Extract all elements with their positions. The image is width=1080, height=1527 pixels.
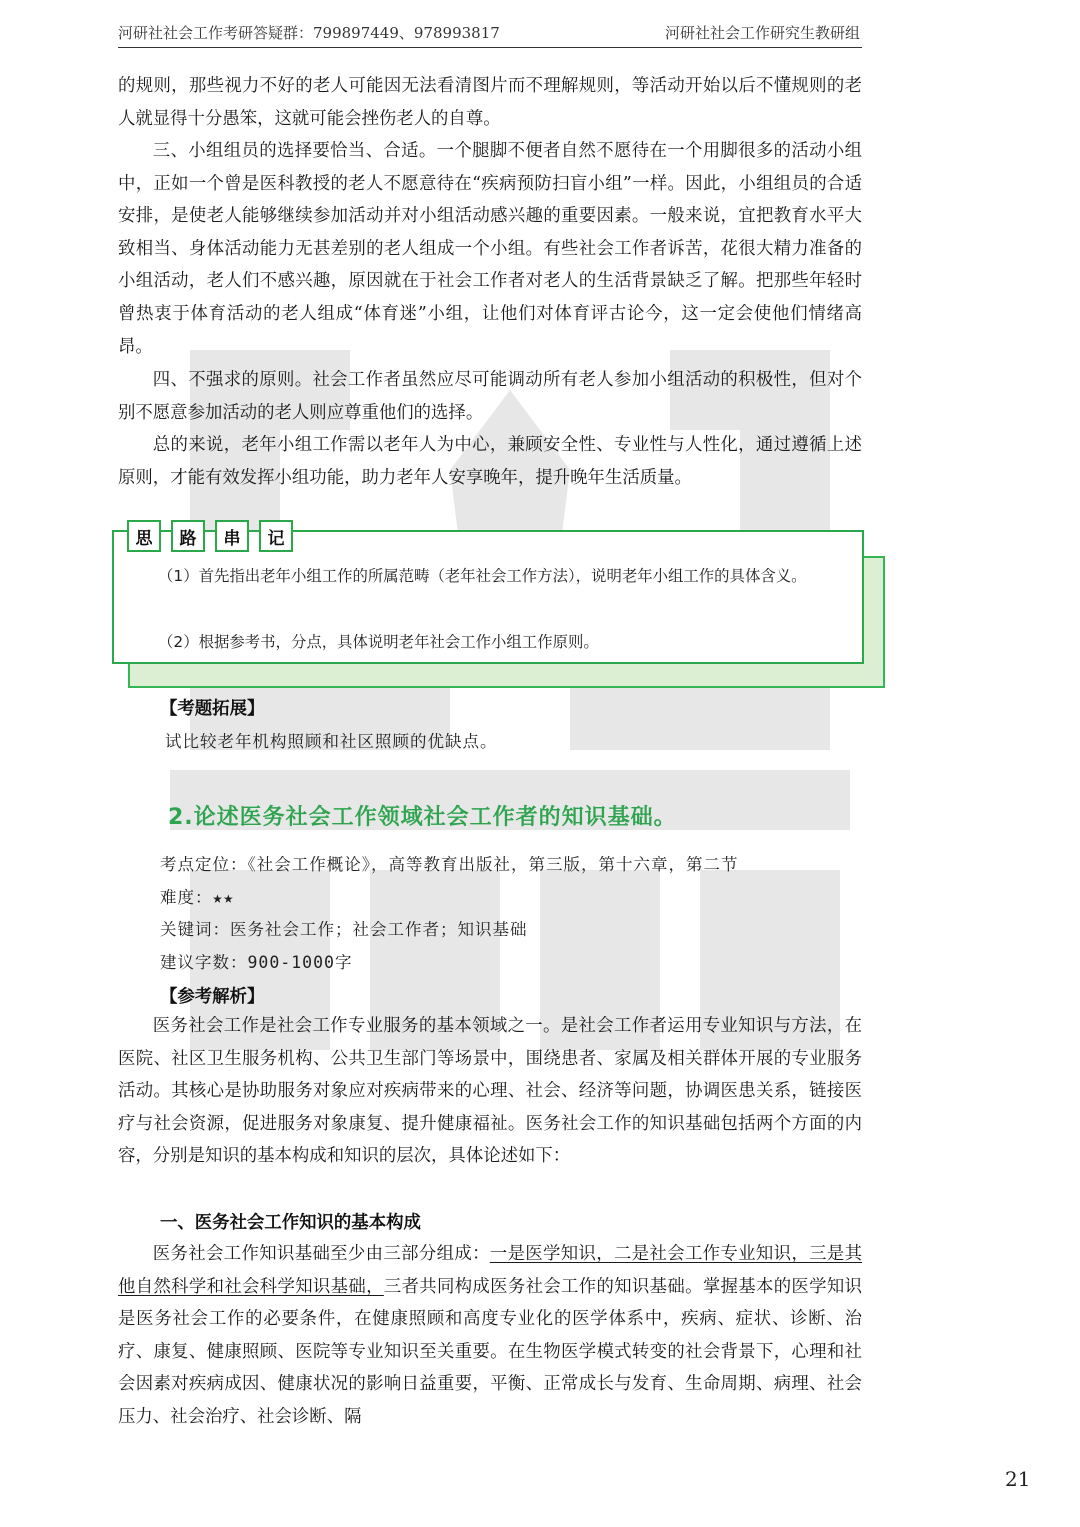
summary-tag-2: 路: [171, 520, 205, 552]
summary-line-1: （1）首先指出老年小组工作的所属范畴（老年社会工作方法），说明老年小组工作的具体含义。: [158, 567, 807, 585]
summary-tag-1: 思: [127, 520, 161, 552]
paragraph-no-coercion: 四、不强求的原则。社会工作者虽然应尽可能调动所有老人参加小组活动的积极性，但对个别不愿意参加活动的老人则应尊重他们的选择。: [118, 370, 862, 423]
header-right: 河研社社会工作研究生教研组: [664, 24, 860, 42]
section-heading-basic-composition: 一、医务社会工作知识的基本构成: [160, 1213, 421, 1233]
summary-line-2: （2）根据参考书，分点，具体说明老年社会工作小组工作原则。: [158, 633, 599, 651]
suggested-word-count: 建议字数：900-1000字: [160, 953, 353, 972]
difficulty-rating: 难度：★★: [160, 888, 235, 907]
paragraph-rules-end: 的规则，那些视力不好的老人可能因无法看清图片而不理解规则，等活动开始以后不懂规则的老人就显得十分愚笨，这就可能会挫伤老人的自尊。: [118, 76, 862, 129]
paragraph-medical-social-work-intro: 医务社会工作是社会工作专业服务的基本领域之一。是社会工作者运用专业知识与方法，在医院、社区卫生服务机构、公共卫生部门等场景中，围绕患者、家属及相关群体开展的专业服务活动。其核心是协助服务对象应对疾病带来的心理、社会、经济等问题，协调医患关系，链接医疗与社会资源，促进服务对象康复、提升健康福祉。医务社会工作的知识基础包括两个方面的内容，分别是知识的基本构成和知识的层次，具体论述如下：: [118, 1016, 862, 1167]
summary-tag-4: 记: [259, 520, 293, 552]
keywords: 关键词：医务社会工作；社会工作者；知识基础: [160, 920, 528, 939]
composition-lead: 医务社会工作知识基础至少由三部分组成：: [152, 1244, 490, 1264]
exam-location: 考点定位：《社会工作概论》，高等教育出版社，第三版，第十六章，第二节: [160, 855, 739, 874]
composition-rest: 三者共同构成医务社会工作的知识基础。掌握基本的医学知识是医务社会工作的必要条件，在健康照顾和高度专业化的医学体系中，疾病、症状、诊断、治疗、康复、健康照顾、医院等专业知识至关重要。在生物医学模式转变的社会背景下，心理和社会因素对疾病成因、健康状况的影响日益重要，平衡、正常成长与发育、生命周期、病理、社会压力、社会治疗、社会诊断、隔: [118, 1276, 862, 1427]
paragraph-knowledge-composition: [118, 1238, 862, 1434]
analysis-heading: 【参考解析】: [160, 987, 265, 1007]
paragraph-conclusion: 总的来说，老年小组工作需以老年人为中心，兼顾安全性、专业性与人性化，通过遵循上述原则，才能有效发挥小组功能，助力老年人安享晚年，提升晚年生活质量。: [118, 435, 862, 488]
header-left: 河研社社会工作考研答疑群：799897449、978993817: [118, 24, 500, 42]
page-number: 21: [1005, 1467, 1031, 1491]
composition-underlined-parts: 一是医学知识，二是社会工作专业知识，三是其他自然科学和社会科学知识基础，: [118, 1244, 862, 1297]
paragraph-member-selection: 三、小组组员的选择要恰当、合适。一个腿脚不便者自然不愿待在一个用脚很多的活动小组中，正如一个曾是医科教授的老人不愿意待在“疾病预防扫盲小组”一样。因此，小组组员的合适安排，是使老人能够继续参加活动并对小组活动感兴趣的重要因素。一般来说，宜把教育水平大致相当、身体活动能力无甚差别的老人组成一个小组。有些社会工作者诉苦，花很大精力准备的小组活动，老人们不感兴趣，原因就在于社会工作者对老人的生活背景缺乏了解。把那些年轻时曾热衷于体育活动的老人组成“体育迷”小组，让他们对体育评古论今，这一定会使他们情绪高昂。: [118, 141, 862, 357]
question-title: 2.论述医务社会工作领域社会工作者的知识基础。: [168, 805, 677, 830]
header-divider: [118, 47, 862, 48]
extension-heading: 【考题拓展】: [160, 699, 265, 719]
extension-question: 试比较老年机构照顾和社区照顾的优缺点。: [165, 732, 498, 751]
summary-tag-3: 串: [215, 520, 249, 552]
